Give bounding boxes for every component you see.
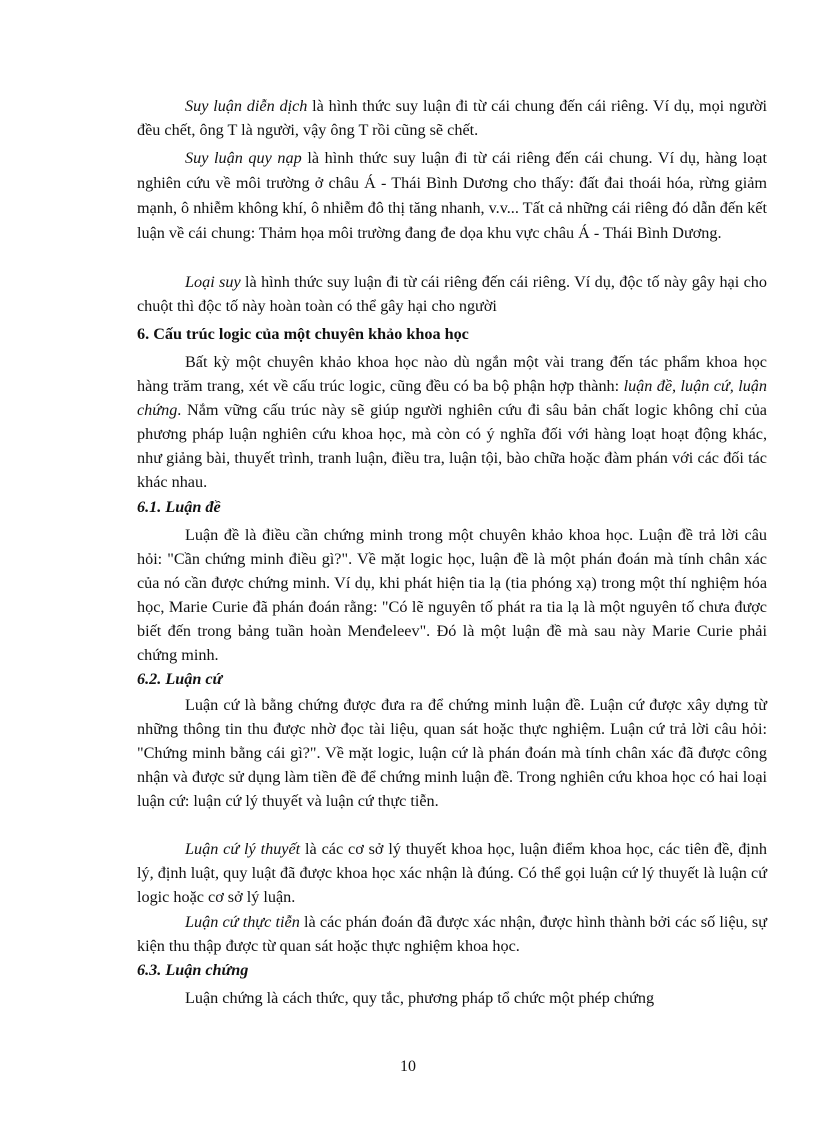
term-practical: Luận cứ thực tiễn xyxy=(185,913,300,931)
term-analogy: Loại suy xyxy=(185,273,241,291)
paragraph-text: là hình thức suy luận đi từ cái chung đến cái riêng. Ví dụ, mọi người đều chết, ông T là người, vậy ông T rồi cũng sẽ chết. xyxy=(137,97,767,139)
term-inductive: Suy luận quy nạp xyxy=(185,149,302,167)
section-heading-6-2: 6.2. Luận cứ xyxy=(137,670,223,688)
paragraph-theoretical-argument xyxy=(137,837,767,909)
section-heading-6-1: 6.1. Luận đề xyxy=(137,498,221,516)
paragraph-text: là các phán đoán đã được xác nhận, được hình thành bởi các số liệu, sự kiện thu thập được từ quan sát hoặc thực nghiệm khoa học. xyxy=(137,913,767,955)
term-deductive: Suy luận diễn dịch xyxy=(185,97,308,115)
term-theoretical: Luận cứ lý thuyết xyxy=(185,840,301,858)
paragraph-argument: Luận cứ là bằng chứng được đưa ra để chứng minh luận đề. Luận cứ được xây dựng từ những thông tin thu được nhờ đọc tài liệu, quan sát hoặc thực nghiệm. Luận cứ trả lời câu hỏi: "Chứng minh bằng cái gì?". Về mặt logic, luận cứ là phán đoán mà tính chân xác đã được công nhận và được sử dụng làm tiền đề để chứng minh luận đề. Trong nghiên cứu khoa học có hai loại luận cứ: luận cứ lý thuyết và luận cứ thực tiễn. xyxy=(137,696,767,810)
paragraph-text: Bất kỳ một chuyên khảo khoa học nào dù ngắn một vài trang đến tác phẩm khoa học hàng trăm trang, xét về cấu trúc logic, cũng đều có ba bộ phận hợp thành: xyxy=(137,353,767,395)
page-number: 10 xyxy=(400,1058,416,1075)
paragraph-demonstration: Luận chứng là cách thức, quy tắc, phương pháp tổ chức một phép chứng xyxy=(185,989,655,1007)
paragraph-text: là các cơ sở lý thuyết khoa học, luận điểm khoa học, các tiên đề, định lý, định luật, quy luật đã được khoa học xác nhận là đúng. Có thể gọi luận cứ lý thuyết là luận cứ logic hoặc cơ sở lý luận. xyxy=(137,840,767,906)
paragraph-inductive xyxy=(137,146,767,246)
paragraph-deductive xyxy=(137,94,767,142)
paragraph-structure xyxy=(137,350,767,494)
section-heading-6-3: 6.3. Luận chứng xyxy=(137,961,249,979)
paragraph-text: . Nắm vững cấu trúc này sẽ giúp người nghiên cứu đi sâu bản chất logic không chỉ của phương pháp luận nghiên cứu khoa học, mà còn có ý nghĩa đối với hàng loạt hoạt động khác, như giảng bài, thuyết trình, tranh luận, điều tra, luận tội, bào chữa hoặc đàm phán với các đối tác khác nhau. xyxy=(137,401,767,491)
term-components: luận đề, luận cứ, luận chứng xyxy=(137,377,767,419)
paragraph-text: là hình thức suy luận đi từ cái riêng đến cái chung. Ví dụ, hàng loạt nghiên cứu về môi trường ở châu Á - Thái Bình Dương cho thấy: đất đai thoái hóa, rừng giảm mạnh, ô nhiễm không khí, ô nhiễm đô thị tăng nhanh, v.v... Tất cả những cái riêng đó dẫn đến kết luận về cái chung: Thảm họa môi trường đang đe dọa khu vực châu Á - Thái Bình Dương. xyxy=(137,149,767,242)
section-heading-6: 6. Cấu trúc logic của một chuyên khảo khoa học xyxy=(137,325,469,343)
paragraph-thesis: Luận đề là điều cần chứng minh trong một chuyên khảo khoa học. Luận đề trả lời câu hỏi: "Cần chứng minh điều gì?". Về mặt logic học, luận đề là một phán đoán mà tính chân xác của nó cần được chứng minh. Ví dụ, khi phát hiện tia lạ (tia phóng xạ) trong một thí nghiệm hóa học, Marie Curie đã phán đoán rằng: "Có lẽ nguyên tố phát ra tia lạ là một nguyên tố chưa được biết đến trong bảng tuần hoàn Menđeleev". Đó là một luận đề mà sau này Marie Curie phải chứng minh. xyxy=(137,526,767,664)
paragraph-practical-argument xyxy=(137,910,767,958)
paragraph-analogy xyxy=(137,270,767,318)
paragraph-text: là hình thức suy luận đi từ cái riêng đến cái riêng. Ví dụ, độc tố này gây hại cho chuột thì độc tố này hoàn toàn có thể gây hại cho người xyxy=(137,273,767,315)
